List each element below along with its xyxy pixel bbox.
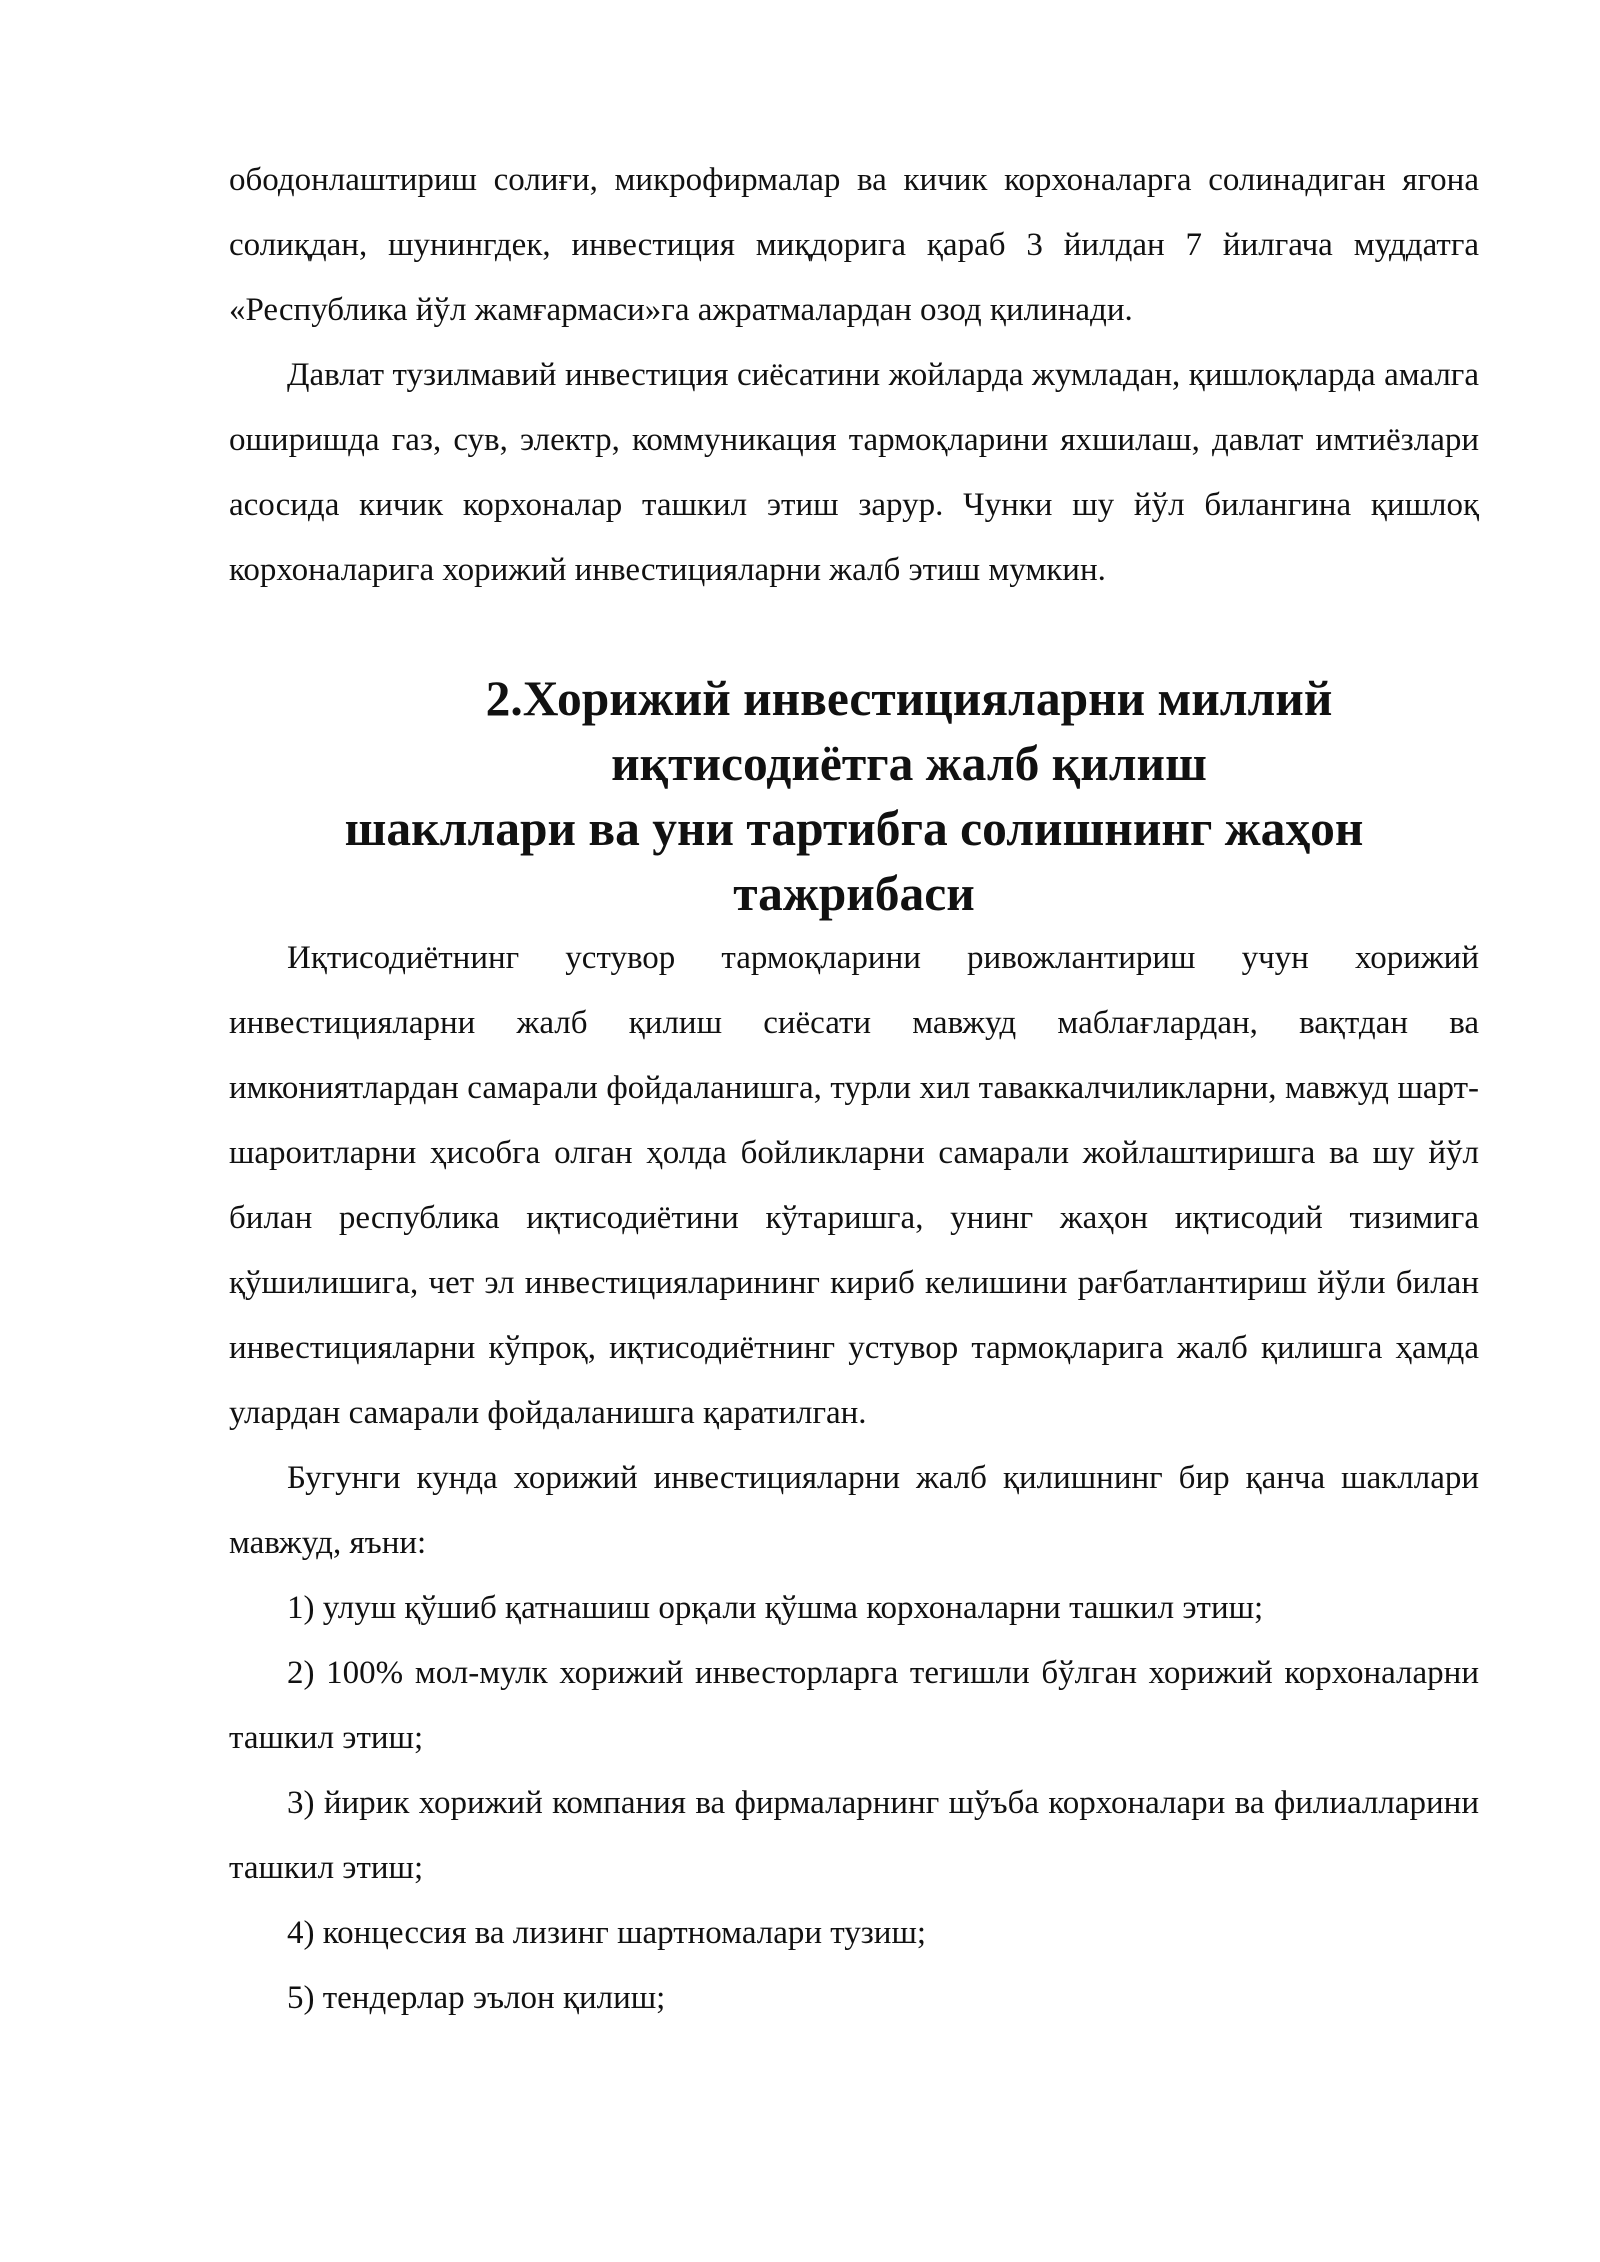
paragraph-state-policy: Давлат тузилмавий инвестиция сиёсатини жойларда жумладан, қишлоқларда амалга оширишда газ, сув, электр, коммуникация тармоқларини яхшилаш, давлат имтиёзлари асосида кичик корхоналар ташкил этиш зарур. Чунки шу йўл билангина қишлоқ корхоналарига хорижий инвестицияларни жалб этиш мумкин. xyxy=(229,357,1479,588)
paragraph-forms-intro: Бугунги кунда хорижий инвестицияларни жалб қилишнинг бир қанча шакллари мавжуд, яъни: xyxy=(229,1460,1479,1561)
document-page xyxy=(229,148,1479,2031)
section-heading xyxy=(229,666,1479,926)
list-item-5: 5) тендерлар эълон қилиш; xyxy=(287,1980,666,2016)
list-item-1: 1) улуш қўшиб қатнашиш орқали қўшма корхоналарни ташкил этиш; xyxy=(287,1590,1264,1626)
paragraph-investment-policy: Иқтисодиётнинг устувор тармоқларини ривожлантириш учун хорижий инвестицияларни жалб қилиш сиёсати мавжуд маблағлардан, вақтдан ва имкониятлардан самарали фойдаланишга, турли хил таваккалчиликларни, мавжуд шарт-шароитларни ҳисобга олган ҳолда бойликларни самарали жойлаштиришга ва шу йўл билан республика иқтисодиётини кўтаришга, унинг жаҳон иқтисодий тизимига қўшилишига, чет эл инвестицияларининг кириб келишини рағбатлантириш йўли билан инвестицияларни кўпроқ, иқтисодиётнинг устувор тармоқларига жалб қилишга ҳамда улардан самарали фойдаланишга қаратилган. xyxy=(229,940,1479,1431)
list-item-3: 3) йирик хорижий компания ва фирмаларнинг шўъба корхоналари ва филиалларини ташкил этиш; xyxy=(229,1785,1479,1886)
section-heading-line-1: 2.Хорижий инвестицияларни миллий иқтисодиётга жалб қилиш xyxy=(485,671,1333,791)
section-heading-line-2: шакллари ва уни тартибга солишнинг жаҳон тажрибаси xyxy=(344,801,1364,921)
list-item-4: 4) концессия ва лизинг шартномалари тузиш; xyxy=(287,1915,927,1951)
list-item-2: 2) 100% мол-мулк хорижий инвесторларга тегишли бўлган хорижий корхоналарни ташкил этиш; xyxy=(229,1655,1479,1756)
paragraph-continuation: ободонлаштириш солиғи, микрофирмалар ва кичик корхоналарга солинадиган ягона солиқдан, шунингдек, инвестиция миқдорига қараб 3 йилдан 7 йилгача муддатга «Республика йўл жамғармаси»га ажратмалардан озод қилинади. xyxy=(229,162,1479,328)
